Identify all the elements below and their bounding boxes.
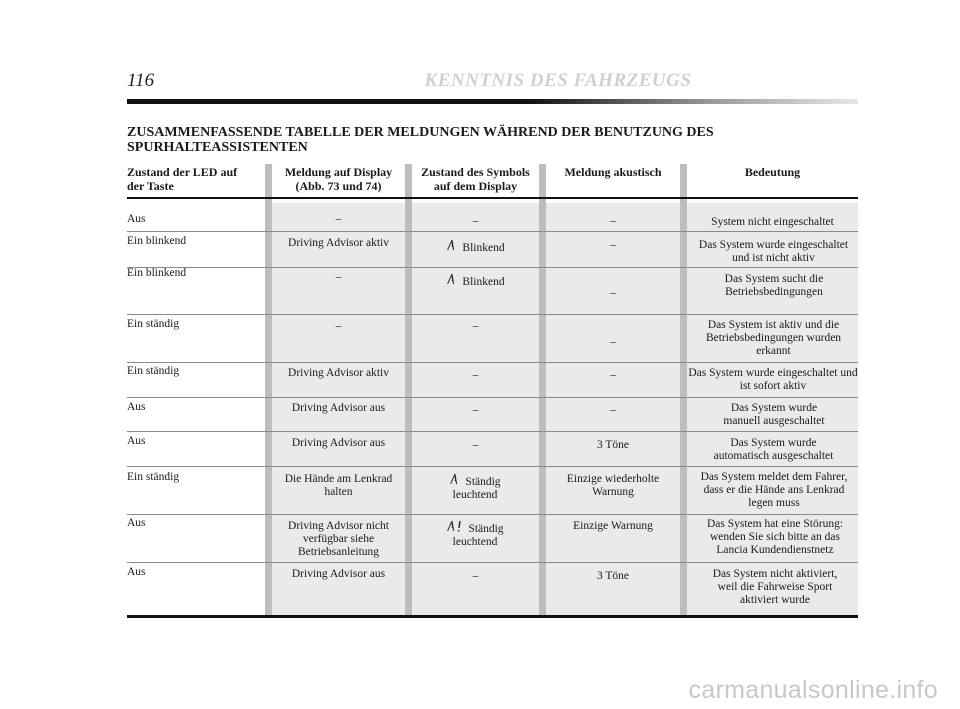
cell-acoustic: Einzige wiederholte Warnung [566,473,660,498]
cell-meaning: Das System nicht aktiviert, weil die Fahrweise Sport aktiviert wurde [712,568,838,606]
symbol-state: Blinkend [462,276,505,288]
cell-led: Aus [127,213,146,225]
symbol-state: Ständig leuchtend [452,476,501,501]
column-header-led: Zustand der LED auf der Taste [127,165,238,193]
cell-led: Aus [127,401,146,413]
cell-symbol: – [472,404,479,416]
cell-display: Driving Advisor aktiv [288,367,389,379]
watermark: carmanualsonline.info [688,676,938,704]
column-header-display: Meldung auf Display (Abb. 73 und 74) [284,165,393,193]
cell-acoustic: 3 Töne [596,570,630,582]
row-divider [127,362,858,363]
cell-symbol [428,520,522,549]
cell-led: Ein ständig [127,471,180,483]
cell-meaning: Das System wurde eingeschaltet und ist sofort aktiv [688,367,858,392]
cell-meaning: System nicht eingeschaltet [711,216,834,228]
cell-acoustic: – [610,215,616,227]
cell-display: – [335,271,342,283]
cell-symbol [430,473,520,502]
cell-led: Ein ständig [127,318,180,330]
cell-symbol [412,239,539,255]
cell-acoustic: – [610,369,616,381]
cell-meaning: Das System ist aktiv und die Betriebsbedingungen wurden erkannt [705,319,842,357]
row-divider [127,466,858,467]
lane-icon [448,473,460,489]
cell-display: Driving Advisor nicht verfügbar siehe Betriebsanleitung [288,520,389,558]
cell-display: Driving Advisor aus [291,568,386,580]
cell-meaning: Das System sucht die Betriebsbedingungen [724,273,824,298]
cell-meaning: Das System wurde eingeschaltet und ist nicht aktiv [698,239,849,264]
cell-symbol: – [472,439,479,451]
row-divider [127,562,858,563]
cell-symbol: – [472,215,479,227]
cell-acoustic: 3 Töne [596,439,630,451]
cell-meaning: Das System hat eine Störung: wenden Sie sich bitte an das Lancia Kundendienstnetz [706,518,844,556]
row-divider [127,431,858,432]
cell-led: Aus [127,517,146,529]
page-number: 116 [127,70,155,91]
cell-meaning: Das System wurde automatisch ausgeschaltet [713,437,834,462]
cell-acoustic: – [610,239,616,251]
cell-meaning: Das System meldet dem Fahrer, dass er die Hände ans Lenkrad legen muss [700,471,848,509]
cell-led: Ein ständig [127,365,180,377]
cell-display: – [335,213,342,225]
cell-display: Driving Advisor aus [291,437,386,449]
cell-display: Driving Advisor aus [291,402,386,414]
header-rule [127,99,858,104]
cell-symbol: – [472,369,479,381]
column-header-acoustic: Meldung akustisch [564,165,662,179]
cell-acoustic: Einzige Warnung [573,520,653,532]
cell-acoustic: – [610,336,616,348]
cell-led: Aus [127,435,146,447]
column-header-meaning: Bedeutung [744,165,801,179]
cell-symbol: – [472,570,479,582]
table-title: ZUSAMMENFASSENDE TABELLE DER MELDUNGEN WÄHREND DER BENUTZUNG DES SPURHALTEASSISTENTEN [127,125,714,155]
cell-led: Aus [127,566,146,578]
running-head: KENNTNIS DES FAHRZEUGS [424,70,692,91]
symbol-state: Blinkend [462,242,505,254]
row-divider [127,397,858,398]
lane-icon [445,273,457,289]
cell-symbol: – [472,320,479,332]
row-divider [127,231,858,232]
cell-led: Ein blinkend [127,235,187,247]
cell-acoustic: – [610,287,616,299]
header-underline [127,197,858,199]
cell-display: – [335,320,342,332]
cell-led: Ein blinkend [127,267,187,279]
row-divider [127,314,858,315]
symbol-state: Ständig leuchtend [452,523,504,548]
table-bottom-rule [127,615,858,618]
column-header-symbol: Zustand des Symbols auf dem Display [421,165,530,193]
cell-display: Die Hände am Lenkrad halten [284,473,393,498]
cell-acoustic: – [610,404,616,416]
row-divider [127,514,858,515]
cell-symbol [412,273,539,289]
lane-warning-icon [445,520,463,536]
lane-icon [445,239,457,255]
cell-display: Driving Advisor aktiv [288,237,389,249]
cell-meaning: Das System wurde manuell ausgeschaltet [723,402,825,427]
